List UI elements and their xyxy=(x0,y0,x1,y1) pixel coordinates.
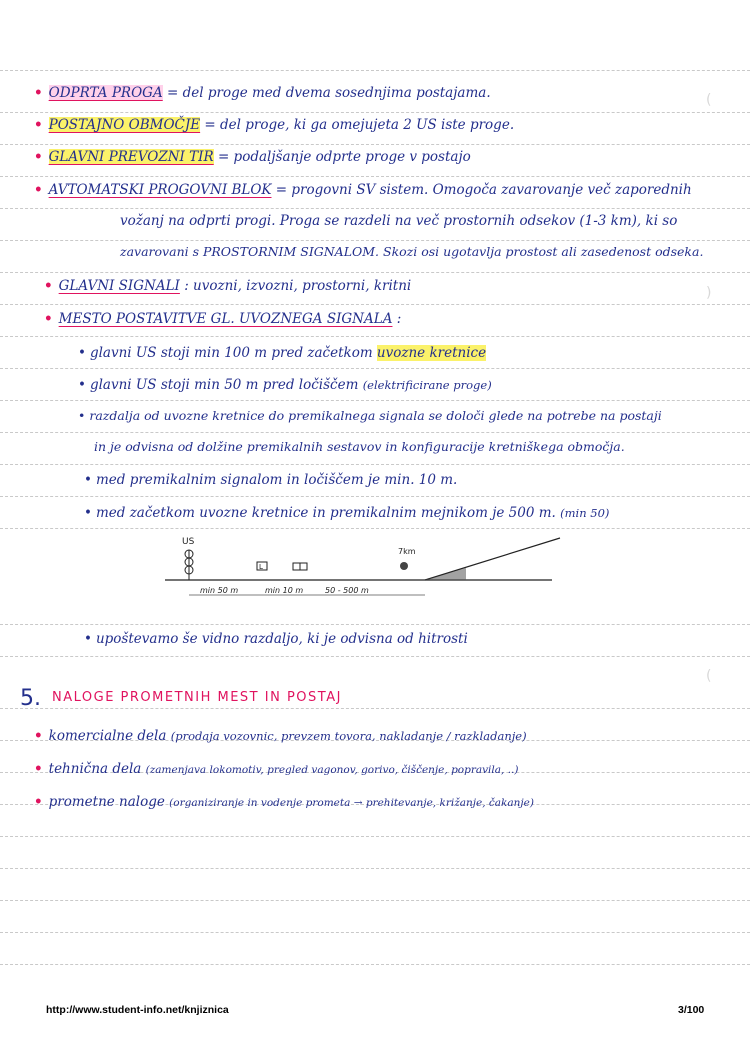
definition: = podaljšanje odprte proge v postajo xyxy=(217,149,471,165)
sub-item-note: (min 50) xyxy=(560,506,610,520)
sub-item xyxy=(84,504,609,522)
bullet-icon: • xyxy=(34,182,43,198)
sub-item xyxy=(78,407,662,425)
sub-item-text: med premikalnim signalom in ločiščem je min. 10 m. xyxy=(95,472,458,488)
bullet-icon: • xyxy=(34,728,43,744)
entry-signal-icon xyxy=(185,550,193,580)
highlight-text: uvozne kretnice xyxy=(376,345,487,361)
signal-placement-diagram xyxy=(0,530,750,620)
definition-continued: vožanj na odprti progi. Proga se razdeli na več prostornih odsekov (1-3 km), ki so xyxy=(120,213,678,229)
sub-bullet-icon: • xyxy=(84,631,92,647)
margin-mark: ( xyxy=(706,92,712,108)
bullet-icon: • xyxy=(44,311,53,327)
section-item xyxy=(34,793,534,812)
dim-label: 50 - 500 m xyxy=(325,586,369,595)
sub-bullet-icon: • xyxy=(78,345,86,361)
bullet-item xyxy=(34,148,471,166)
bullet-icon: • xyxy=(34,117,43,133)
section-item-note: (zamenjava lokomotiv, pregled vagonov, gorivo, čiščenje, popravila, ..) xyxy=(145,764,519,776)
section-item xyxy=(34,727,527,745)
sub-bullet-icon: • xyxy=(84,505,92,521)
dim-label: min 50 m xyxy=(200,586,239,595)
turnout-hatch xyxy=(425,568,466,580)
bullet-icon: • xyxy=(34,761,43,777)
page-number: 3/100 xyxy=(678,1004,705,1016)
section-item-note: (organiziranje in vodenje prometa → prehitevanje, križanje, čakanje) xyxy=(169,797,534,809)
term: ODPRTA PROGA xyxy=(48,85,163,101)
term: POSTAJNO OBMOČJE xyxy=(48,117,201,133)
sub-item-continued: in je odvisna od dolžine premikalnih sestavov in konfiguracije kretniškega območja. xyxy=(94,439,625,454)
definition-continued: zavarovani s PROSTORNIM SIGNALOM. Skozi osi ugotavlja prostost ali zasedenost odseka. xyxy=(120,244,704,259)
term: GLAVNI PREVOZNI TIR xyxy=(48,149,214,165)
sub-bullet-icon: • xyxy=(78,408,86,423)
sub-item-text: med začetkom uvozne kretnice in premikalnim mejnikom je 500 m. xyxy=(95,505,556,521)
bullet-icon: • xyxy=(34,149,43,165)
sub-item-text: razdalja od uvozne kretnice do premikalnega signala se določi glede na potrebe na postaji xyxy=(89,408,662,423)
term: MESTO POSTAVITVE GL. UVOZNEGA SIGNALA xyxy=(58,311,393,327)
section-item-label: komercialne dela xyxy=(48,728,167,744)
sub-item-text: glavni US stoji min 100 m pred začetkom xyxy=(89,345,373,361)
label-l: L xyxy=(259,563,263,571)
section-number: 5. xyxy=(20,686,41,711)
bullet-icon: • xyxy=(44,278,53,294)
sub-item-text: glavni US stoji min 50 m pred ločiščem xyxy=(89,377,359,393)
margin-mark: ( xyxy=(706,668,712,684)
bullet-item xyxy=(44,277,411,295)
sign-icon xyxy=(400,562,408,570)
term: AVTOMATSKI PROGOVNI BLOK xyxy=(48,182,272,198)
definition: = progovni SV sistem. Omogoča zavarovanje več zaporednih xyxy=(275,182,692,198)
sub-bullet-icon: • xyxy=(84,472,92,488)
sub-item xyxy=(78,376,492,394)
sub-bullet-icon: • xyxy=(78,377,86,393)
definition: : uvozni, izvozni, prostorni, kritni xyxy=(184,278,412,294)
note-text: upoštevamo še vidno razdaljo, ki je odvisna od hitrosti xyxy=(95,631,468,647)
sub-item-note: (elektrificirane proge) xyxy=(362,378,492,392)
turnout-line xyxy=(425,538,560,580)
section-item-note: (prodaja vozovnic, prevzem tovora, nakladanje / razkladanje) xyxy=(170,729,527,743)
bullet-item xyxy=(34,116,514,134)
bullet-item xyxy=(34,181,692,199)
bullet-item xyxy=(44,310,401,328)
bullet-icon: • xyxy=(34,794,43,810)
margin-mark: ) xyxy=(706,285,712,301)
section-item-label: prometne naloge xyxy=(48,794,165,810)
bullet-icon: • xyxy=(34,85,43,101)
label-us: US xyxy=(182,537,195,547)
section-item-label: tehnična dela xyxy=(48,761,142,777)
definition: : xyxy=(396,311,402,327)
dim-label: min 10 m xyxy=(265,586,304,595)
definition: = del proge med dvema sosednjima postajama. xyxy=(167,85,491,101)
sub-item xyxy=(84,471,457,489)
bullet-item xyxy=(34,84,491,102)
note-line xyxy=(84,630,468,648)
label-km: 7km xyxy=(398,547,416,556)
definition: = del proge, ki ga omejujeta 2 US iste proge. xyxy=(204,117,515,133)
term: GLAVNI SIGNALI xyxy=(58,278,180,294)
section-item xyxy=(34,760,518,779)
footer-link[interactable]: http://www.student-info.net/knjiznica xyxy=(46,1004,229,1016)
sub-item xyxy=(78,344,486,362)
section-title: NALOGE PROMETNIH MEST IN POSTAJ xyxy=(52,690,342,705)
